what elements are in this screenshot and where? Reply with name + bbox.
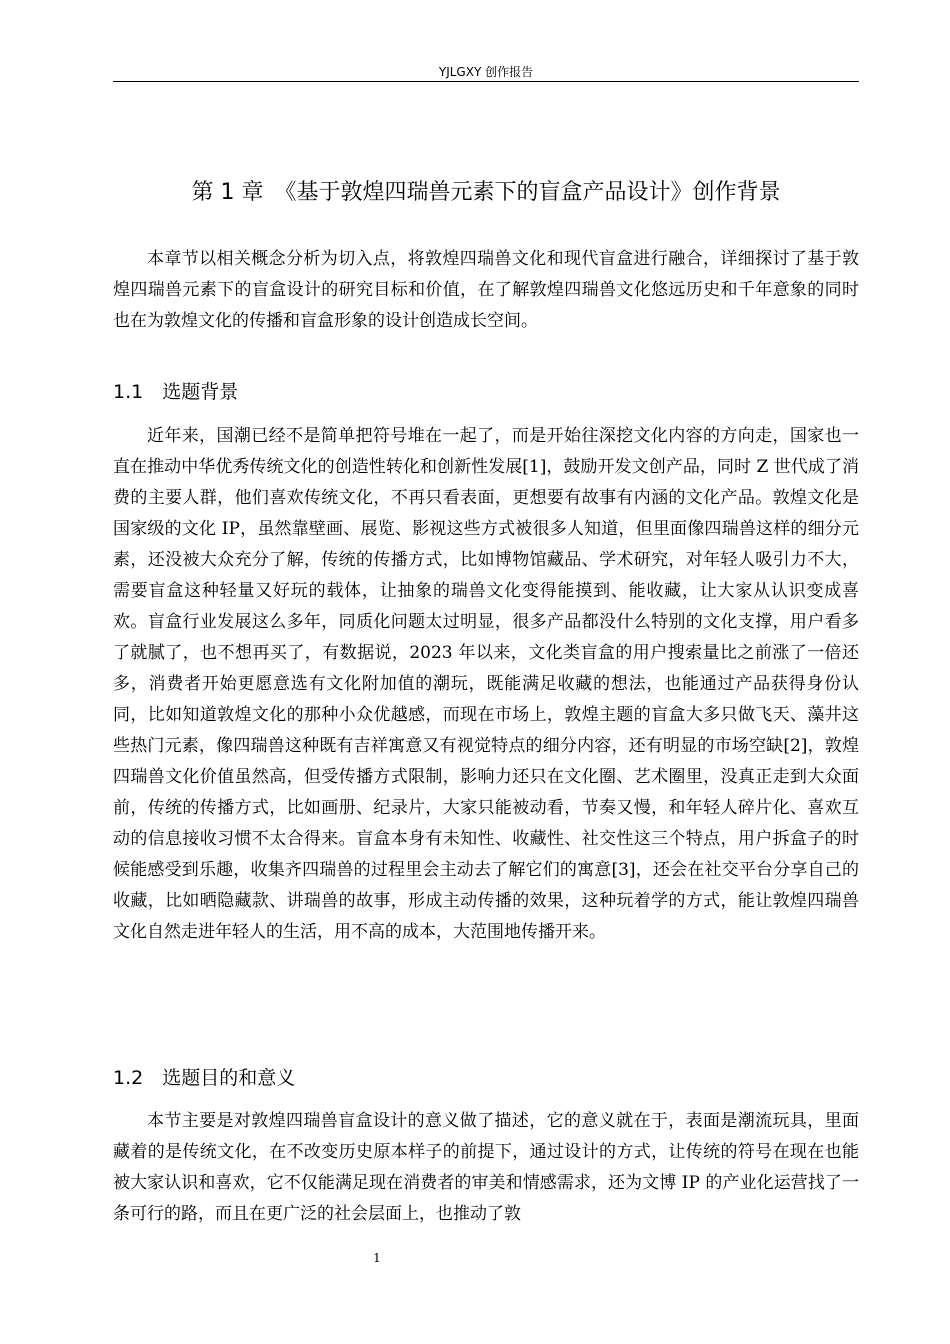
section-1-2-paragraph: 本节主要是对敦煌四瑞兽盲盒设计的意义做了描述，它的意义就在于，表面是潮流玩具，里面藏着的是传统文化，在不改变历史原本样子的前提下，通过设计的方式，让传统的符号在现在也能被大家认识和喜欢，它不仅能满足现在消费者的审美和情感需求，还为文博 IP 的产业化运营找了一条可行的路，而且在更广泛的社会层面上，也推动了敦 bbox=[113, 1111, 859, 1224]
section-1-1-paragraph: 近年来，国潮已经不是简单把符号堆在一起了，而是开始往深挖文化内容的方向走，国家也一直在推动中华优秀传统文化的创造性转化和创新性发展[1]，鼓励开发文创产品，同时 Z 世代成了消费的主要人群，他们喜欢传统文化，不再只看表面，更想要有故事有内涵的文化产品。敦煌文化是国家级的文化 IP，虽然靠壁画、展览、影视这些方式被很多人知道，但里面像四瑞兽这样的细分元素，还没被大众充分了解，传统的传播方式，比如博物馆藏品、学术研究，对年轻人吸引力不大，需要盲盒这种轻量又好玩的载体，让抽象的瑞兽文化变得能摸到、能收藏，让大家从认识变成喜欢。盲盒行业发展这么多年，同质化问题太过明显，很多产品都没什么特别的文化支撑，用户看多了就腻了，也不想再买了，有数据说，2023 年以来，文化类盲盒的用户搜索量比之前涨了一倍还多，消费者开始更愿意选有文化附加值的潮玩，既能满足收藏的想法，也能通过产品获得身份认同，比如知道敦煌文化的那种小众优越感，而现在市场上，敦煌主题的盲盒大多只做飞天、藻井这些热门元素，像四瑞兽这种既有吉祥寓意又有视觉特点的细分内容，还有明显的市场空缺[2]，敦煌四瑞兽文化价值虽然高，但受传播方式限制，影响力还只在文化圈、艺术圈里，没真正走到大众面前，传统的传播方式，比如画册、纪录片，大家只能被动看，节奏又慢，和年轻人碎片化、喜欢互动的信息接收习惯不太合得来。盲盒本身有未知性、收藏性、社交性这三个特点，用户拆盒子的时候能感受到乐趣，收集齐四瑞兽的过程里会主动去了解它们的寓意[3]，还会在社交平台分享自己的收藏，比如晒隐藏款、讲瑞兽的故事，形成主动传播的效果，这种玩着学的方式，能让敦煌四瑞兽文化自然走进年轻人的生活，用不高的成本，大范围地传播开来。 bbox=[113, 426, 859, 942]
header-rule bbox=[113, 81, 859, 82]
section-heading-1-2: 1.2 选题目的和意义 bbox=[113, 1067, 296, 1089]
chapter-intro-paragraph: 本章节以相关概念分析为切入点，将敦煌四瑞兽文化和现代盲盒进行融合，详细探讨了基于敦煌四瑞兽元素下的盲盒设计的研究目标和价值，在了解敦煌四瑞兽文化悠远历史和千年意象的同时也在为敦煌文化的传播和盲盒形象的设计创造成长空间。 bbox=[113, 249, 859, 331]
running-header: YJLGXY 创作报告 bbox=[438, 65, 534, 79]
chapter-title: 第 1 章 《基于敦煌四瑞兽元素下的盲盒产品设计》创作背景 bbox=[191, 180, 781, 205]
section-heading-1-1: 1.1 选题背景 bbox=[113, 381, 239, 403]
page-number: 1 bbox=[373, 1251, 381, 1265]
